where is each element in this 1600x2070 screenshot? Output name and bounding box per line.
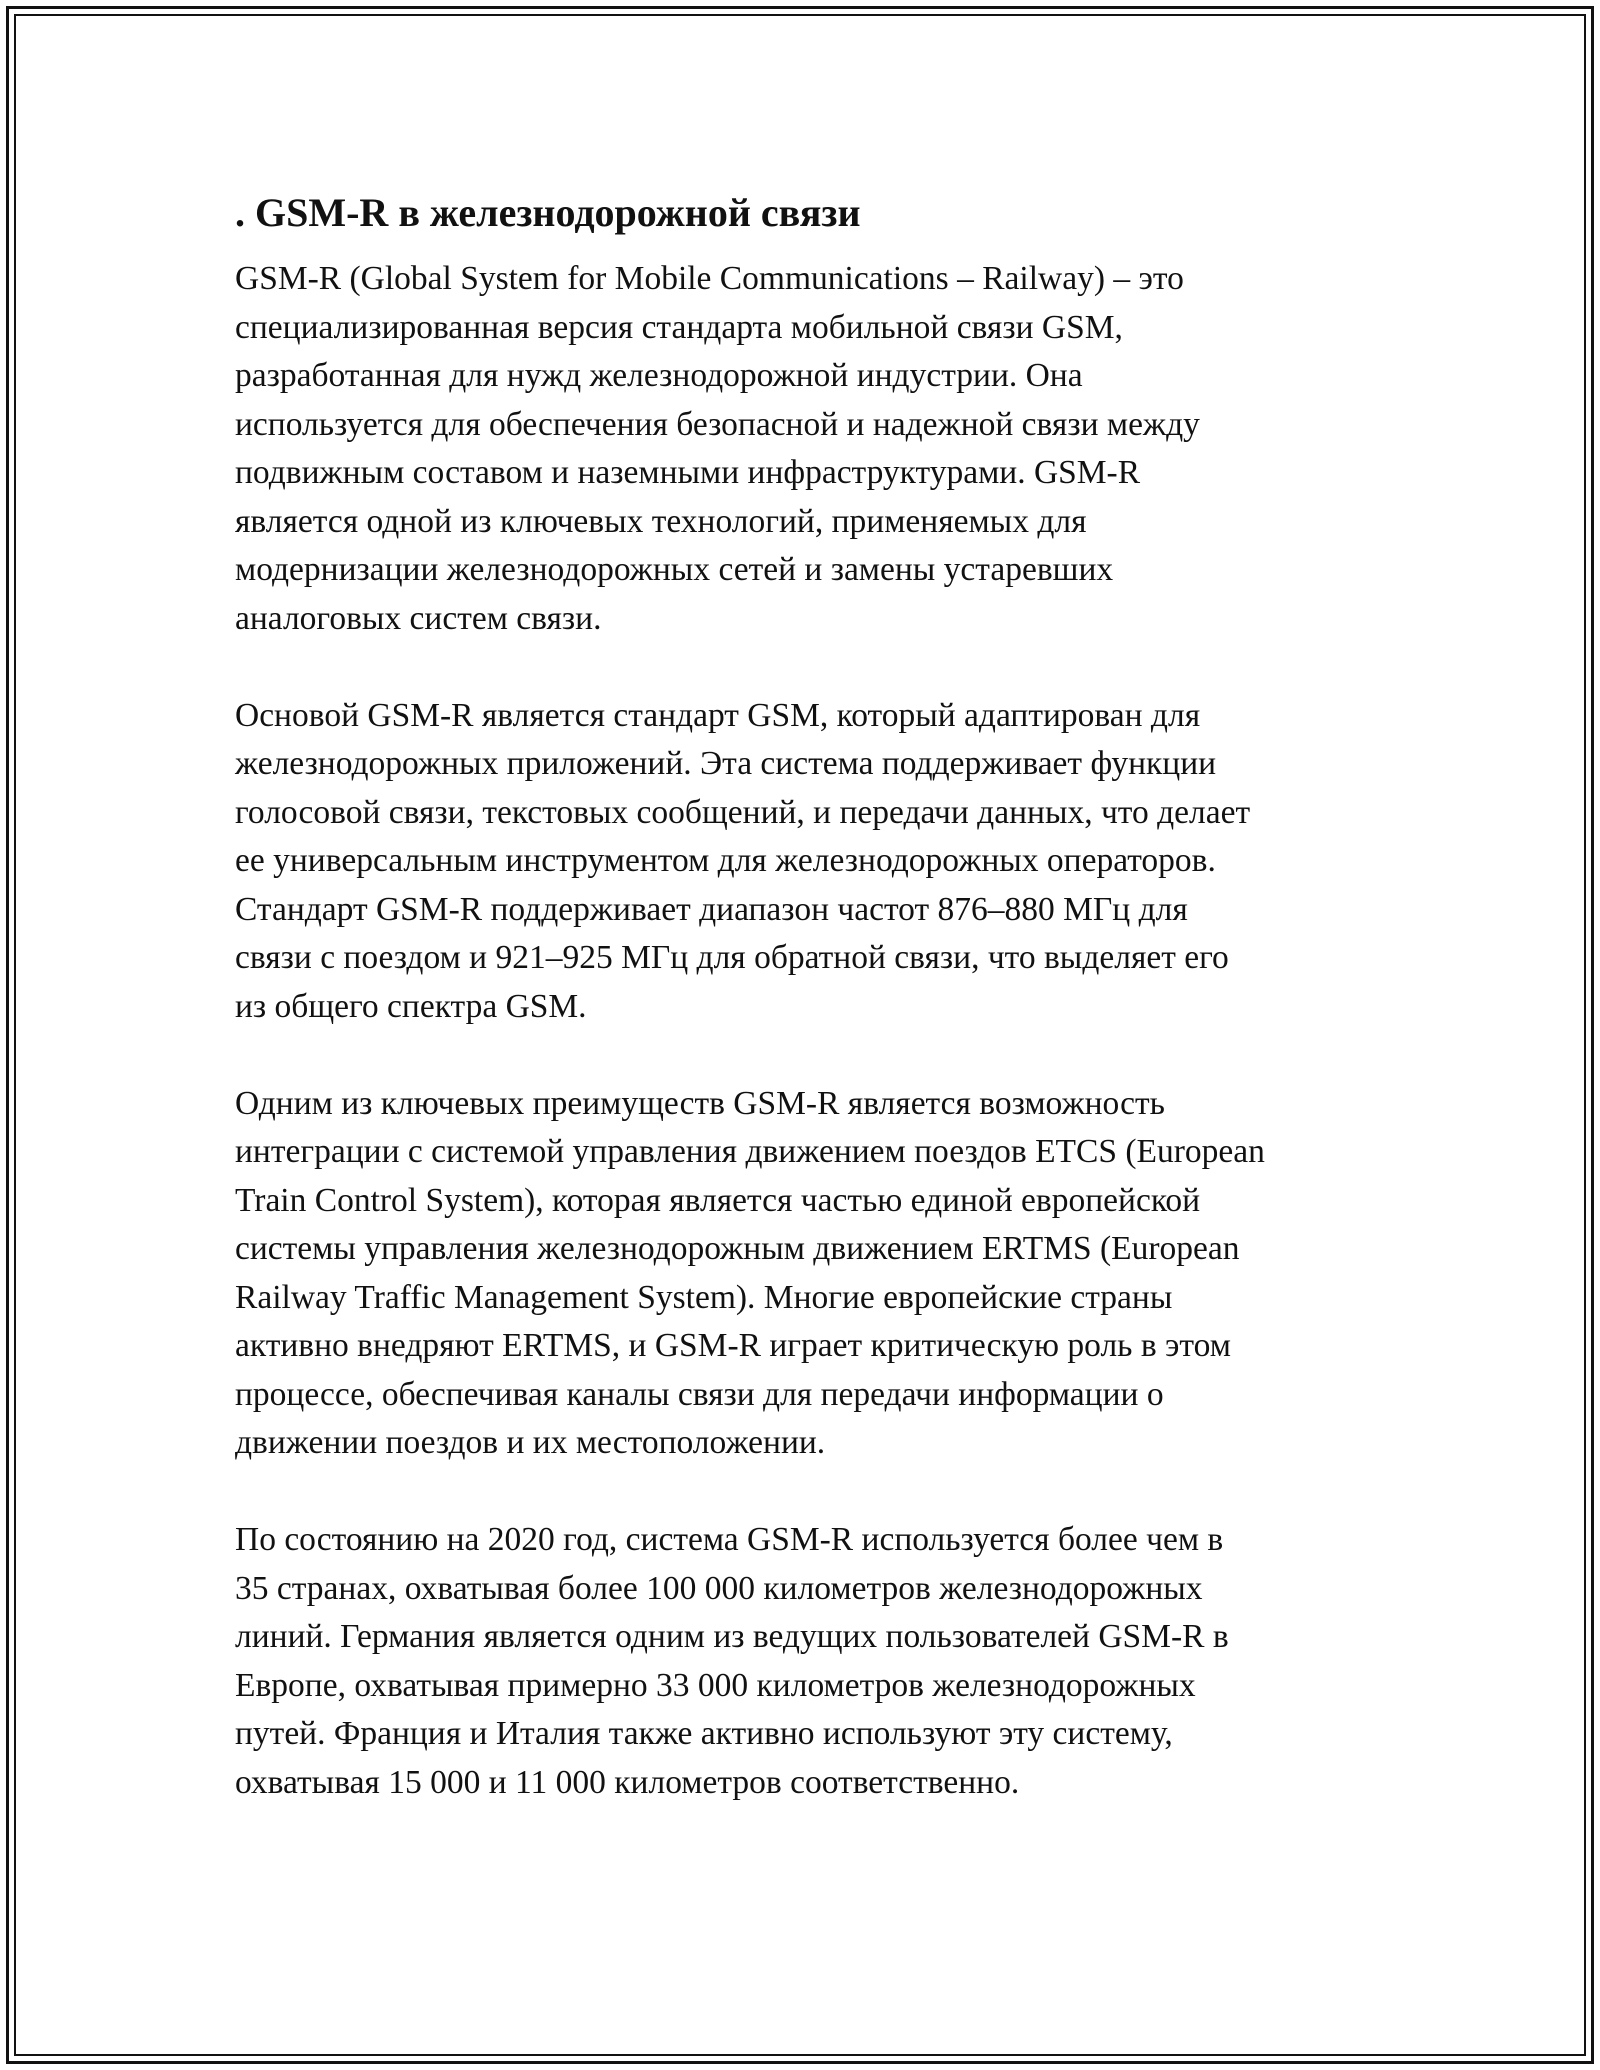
text-line: системы управления железнодорожным движением ERTMS (European — [235, 1230, 1240, 1267]
text-line: Европе, охватывая примерно 33 000 километров железнодорожных — [235, 1666, 1196, 1704]
text-line: Основой GSM-R является стандарт GSM, который адаптирован для — [235, 696, 1201, 734]
text-line: специализированная версия стандарта мобильной связи GSM, — [235, 308, 1123, 346]
text-line: аналоговых систем связи. — [235, 599, 602, 637]
text-line: подвижным составом и наземными инфраструктурами. GSM-R — [235, 454, 1141, 491]
paragraph-etcs — [235, 1080, 1375, 1468]
document-body — [235, 185, 1375, 1856]
text-line: разработанная для нужд железнодорожной индустрии. Она — [235, 357, 1083, 394]
text-line: 35 странах, охватывая более 100 000 километров железнодорожных — [235, 1569, 1203, 1607]
text-line: используется для обеспечения безопасной и надежной связи между — [235, 405, 1200, 443]
text-line: является одной из ключевых технологий, применяемых для — [235, 502, 1087, 540]
text-line: Одним из ключевых преимуществ GSM-R является возможность — [235, 1084, 1165, 1122]
paragraph-standard — [235, 692, 1375, 1032]
text-line: активно внедряют ERTMS, и GSM-R играет критическую роль в этом — [235, 1327, 1231, 1364]
text-line: движении поездов и их местоположении. — [235, 1424, 826, 1461]
text-line: Стандарт GSM-R поддерживает диапазон частот 876–880 МГц для — [235, 890, 1188, 928]
text-line: связи с поездом и 921–925 МГц для обратной связи, что выделяет его — [235, 939, 1229, 976]
text-line: из общего спектра GSM. — [235, 987, 587, 1025]
paragraph-statistics — [235, 1516, 1375, 1807]
text-line: модернизации железнодорожных сетей и замены устаревших — [235, 551, 1114, 588]
text-line: процессе, обеспечивая каналы связи для передачи информации о — [235, 1375, 1164, 1413]
text-line: интеграции с системой управления движением поездов ETCS (European — [235, 1133, 1265, 1170]
text-line: железнодорожных приложений. Эта система поддерживает функции — [235, 745, 1217, 782]
text-line: GSM-R (Global System for Mobile Communications – Railway) – это — [235, 260, 1184, 297]
text-line: линий. Германия является одним из ведущих пользователей GSM-R в — [235, 1618, 1229, 1655]
section-heading: . GSM-R в железнодорожной связи — [235, 190, 861, 235]
text-line: охватывая 15 000 и 11 000 километров соответственно. — [235, 1763, 1020, 1801]
text-line: Train Control System), которая является частью единой европейской — [235, 1181, 1201, 1219]
text-line: голосовой связи, текстовых сообщений, и передачи данных, что делает — [235, 793, 1251, 831]
text-line: По состоянию на 2020 год, система GSM-R используется более чем в — [235, 1521, 1224, 1558]
paragraph-intro — [235, 255, 1375, 643]
text-line: путей. Франция и Италия также активно используют эту систему, — [235, 1715, 1173, 1752]
text-line: Railway Traffic Management System). Многие европейские страны — [235, 1278, 1173, 1316]
text-line: ее универсальным инструментом для железнодорожных операторов. — [235, 842, 1216, 879]
